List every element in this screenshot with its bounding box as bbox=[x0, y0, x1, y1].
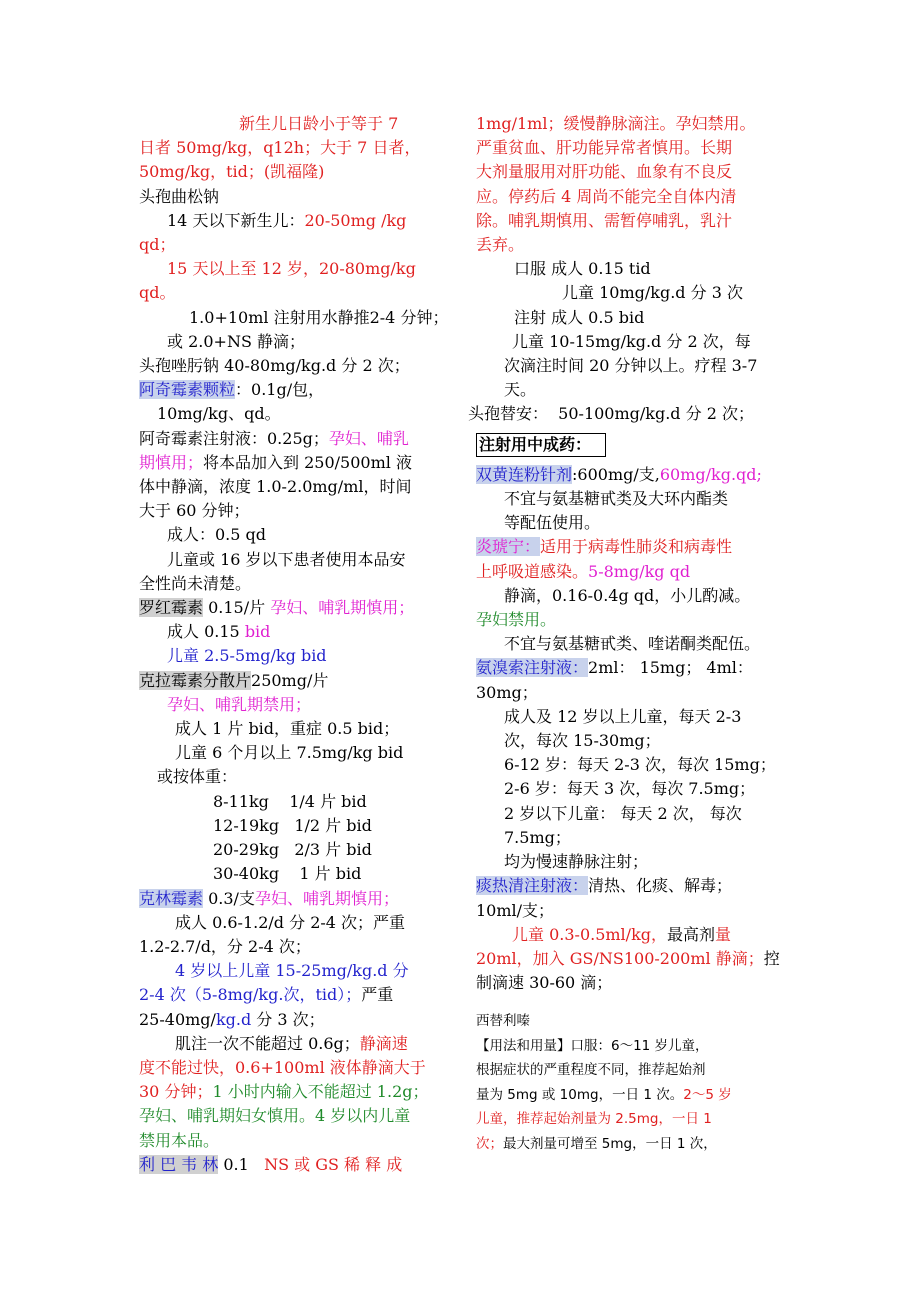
text-segment: ：0.1g/包， bbox=[235, 380, 325, 400]
text-segment: 5-8mg/kg qd bbox=[588, 561, 691, 581]
text-segment: 严重 bbox=[361, 985, 394, 1005]
right-line bbox=[476, 874, 788, 898]
text-segment: 0.15/片 bbox=[203, 598, 271, 618]
text-segment: 成人及 12 岁以上儿童，每天 2-3 bbox=[504, 706, 742, 726]
left-line bbox=[139, 596, 449, 620]
left-line bbox=[139, 911, 449, 935]
text-segment: 20ml，加入 GS/NS100-200ml 静滴； bbox=[476, 948, 764, 968]
left-line bbox=[139, 717, 449, 741]
text-segment: 口服 成人 0.15 tid bbox=[514, 259, 651, 279]
right-line bbox=[476, 705, 788, 729]
left-line bbox=[139, 741, 449, 765]
left-line bbox=[139, 281, 449, 305]
right-line bbox=[476, 330, 788, 354]
right-line bbox=[476, 1009, 788, 1034]
text-segment: 2-4 次（5-8mg/kg.次，tid）； bbox=[139, 985, 362, 1005]
left-line bbox=[139, 136, 449, 160]
left-line bbox=[139, 427, 449, 451]
left-line bbox=[139, 814, 449, 838]
left-line bbox=[139, 475, 449, 499]
left-line bbox=[139, 499, 449, 523]
text-segment: 儿童 10-15mg/kg.d 分 2 次，每 bbox=[512, 331, 751, 351]
text-segment: 阿奇霉素注射液：0.25g； bbox=[139, 428, 329, 448]
left-line bbox=[139, 1032, 449, 1056]
text-segment: 10ml/支； bbox=[476, 900, 555, 920]
right-line bbox=[476, 971, 788, 995]
left-line bbox=[139, 1129, 449, 1153]
text-segment: 头孢替安： 50-100mg/kg.d 分 2 次； bbox=[468, 404, 754, 424]
text-segment: 全性尚未清楚。 bbox=[139, 573, 252, 593]
right-line bbox=[476, 511, 788, 535]
left-line bbox=[139, 669, 449, 693]
left-line bbox=[139, 306, 449, 330]
text-segment: 注射 成人 0.5 bid bbox=[514, 307, 645, 327]
left-column bbox=[139, 112, 449, 1177]
right-line bbox=[476, 487, 788, 511]
text-segment: 严重贫血、肝功能异常者慎用。长期 bbox=[476, 138, 733, 158]
left-line bbox=[139, 1153, 449, 1177]
text-segment: 2ml： 15mg； 4ml： bbox=[588, 658, 753, 678]
text-segment: qd。 bbox=[139, 283, 176, 303]
text-segment: 大剂量服用对肝功能、血象有不良反 bbox=[476, 162, 733, 182]
left-line bbox=[139, 693, 449, 717]
text-segment: 克拉霉素分散片 bbox=[139, 670, 252, 690]
text-segment: 0.1 bbox=[218, 1154, 265, 1174]
text-segment: 量 bbox=[715, 924, 732, 944]
right-column bbox=[468, 112, 788, 1156]
text-segment: 50mg/kg，tid；(凯福隆) bbox=[139, 162, 325, 182]
text-segment: 成人 0.15 bbox=[167, 622, 245, 642]
right-line bbox=[476, 1034, 788, 1059]
text-segment: 250mg/片 bbox=[251, 670, 329, 690]
right-line bbox=[476, 1083, 788, 1108]
right-line bbox=[476, 802, 788, 826]
right-line bbox=[476, 209, 788, 233]
right-line bbox=[476, 1058, 788, 1083]
text-segment: 1.2-2.7/d，分 2-4 次； bbox=[139, 936, 311, 956]
right-line bbox=[476, 729, 788, 753]
left-line bbox=[139, 838, 449, 862]
left-line bbox=[139, 983, 449, 1007]
right-line bbox=[476, 584, 788, 608]
text-segment: 最高剂 bbox=[667, 924, 716, 944]
right-line bbox=[476, 378, 788, 402]
text-segment: 【用法和用量】口服：6～11 岁儿童， bbox=[476, 1037, 709, 1054]
right-line bbox=[476, 1132, 788, 1157]
text-segment: 炎琥宁： bbox=[476, 537, 541, 557]
text-segment: 肌注一次不能超过 0.6g； bbox=[175, 1033, 360, 1053]
text-segment: 不宜与氨基糖甙类、喹诺酮类配伍。 bbox=[504, 634, 761, 654]
text-segment: 14 天以下新生儿： bbox=[167, 210, 305, 230]
left-line bbox=[139, 765, 449, 789]
text-segment: 适用于病毒性肺炎和病毒性 bbox=[540, 537, 733, 557]
text-segment: 分 3 次； bbox=[251, 1009, 325, 1029]
text-segment: 体中静滴，浓度 1.0-2.0mg/ml，时间 bbox=[139, 477, 412, 497]
right-line bbox=[476, 899, 788, 923]
left-line bbox=[139, 620, 449, 644]
text-segment: 成人 0.6-1.2/d 分 2-4 次；严重 bbox=[175, 912, 406, 932]
right-line bbox=[476, 753, 788, 777]
text-segment: 儿童 10mg/kg.d 分 3 次 bbox=[562, 283, 743, 303]
left-line bbox=[139, 451, 449, 475]
left-line bbox=[139, 644, 449, 668]
text-segment: 30mg； bbox=[476, 682, 538, 702]
text-segment: 60mg/kg.qd; bbox=[659, 464, 762, 484]
text-segment: 大于 60 分钟； bbox=[139, 501, 250, 521]
text-segment: 静滴速 bbox=[359, 1033, 408, 1053]
left-line bbox=[139, 209, 449, 233]
text-segment: 12-19kg 1/2 片 bid bbox=[213, 815, 372, 835]
text-segment: 孕妇、哺乳期禁用； bbox=[167, 694, 312, 714]
text-segment: 6-12 岁：每天 2-3 次，每次 15mg； bbox=[504, 755, 776, 775]
text-segment: 静滴，0.16-0.4g qd，小儿酌减。 bbox=[504, 585, 751, 605]
right-line bbox=[476, 112, 788, 136]
left-line bbox=[139, 548, 449, 572]
text-segment: 儿童，推荐起始剂量为 2.5mg，一日 1 bbox=[476, 1111, 712, 1128]
left-line bbox=[139, 572, 449, 596]
right-line bbox=[476, 185, 788, 209]
right-line bbox=[476, 136, 788, 160]
text-segment: 2-6 岁：每天 3 次，每次 7.5mg； bbox=[504, 779, 756, 799]
left-line bbox=[139, 959, 449, 983]
right-line bbox=[476, 354, 788, 378]
text-segment: 天。 bbox=[504, 380, 537, 400]
section-heading: 注射用中成药： bbox=[476, 433, 606, 457]
text-segment: 2～5 岁 bbox=[683, 1086, 732, 1103]
right-line bbox=[476, 463, 788, 487]
text-segment: 4 岁以上儿童 15-25mg/kg.d 分 bbox=[175, 961, 409, 981]
text-segment: 氨溴索注射液： bbox=[476, 658, 589, 678]
text-segment: 制滴速 30-60 滴； bbox=[476, 973, 613, 993]
text-segment: 10mg/kg、qd。 bbox=[157, 404, 281, 424]
text-segment: 除。哺乳期慎用、需暂停哺乳，乳汁 bbox=[476, 210, 733, 230]
text-segment: 禁用本品。 bbox=[139, 1130, 220, 1150]
left-line bbox=[139, 1104, 449, 1128]
text-segment: 儿童 0.3-0.5ml/kg， bbox=[512, 924, 668, 944]
text-segment: 孕妇、哺乳期慎用； bbox=[270, 598, 415, 618]
right-line bbox=[476, 632, 788, 656]
text-segment: 上呼吸道感染。 bbox=[476, 561, 589, 581]
text-segment: 孕妇禁用。 bbox=[476, 610, 557, 630]
text-segment: 15 天以上至 12 岁，20-80mg/kg bbox=[167, 259, 416, 279]
text-segment: 阿奇霉素颗粒 bbox=[139, 380, 236, 400]
left-line bbox=[139, 112, 449, 136]
left-line bbox=[139, 330, 449, 354]
text-segment: 儿童 6 个月以上 7.5mg/kg bid bbox=[175, 743, 404, 763]
text-segment: 1.0+10ml 注射用水静推2-4 分钟； bbox=[189, 307, 449, 327]
right-line bbox=[476, 281, 788, 305]
left-line bbox=[139, 378, 449, 402]
left-line bbox=[139, 790, 449, 814]
left-line bbox=[139, 1008, 449, 1032]
right-line bbox=[476, 995, 788, 1009]
right-line bbox=[476, 656, 788, 680]
text-segment: 30 分钟； bbox=[139, 1082, 213, 1102]
text-segment: 头孢唑肟钠 40-80mg/kg.d 分 2 次； bbox=[139, 356, 410, 376]
text-segment: 罗红霉素 bbox=[139, 598, 204, 618]
text-segment: bid bbox=[244, 622, 271, 642]
right-line bbox=[476, 923, 788, 947]
left-line bbox=[139, 160, 449, 184]
left-line bbox=[139, 1080, 449, 1104]
right-line bbox=[468, 402, 788, 426]
text-segment: 控 bbox=[763, 948, 780, 968]
text-segment: 清热、化痰、解毒； bbox=[588, 876, 733, 896]
text-segment: 20-50mg /kg bbox=[304, 210, 407, 230]
left-line bbox=[139, 354, 449, 378]
text-segment: 不宜与氨基糖甙类及大环内酯类 bbox=[504, 489, 729, 509]
text-segment: kg.d bbox=[215, 1009, 252, 1029]
left-line bbox=[139, 887, 449, 911]
right-line bbox=[476, 233, 788, 257]
right-line bbox=[476, 947, 788, 971]
text-segment: 将本品加入到 250/500ml 液 bbox=[203, 452, 412, 472]
left-line bbox=[139, 1056, 449, 1080]
text-segment: NS 或 GS 稀 释 成 bbox=[264, 1154, 403, 1174]
left-line bbox=[139, 402, 449, 426]
text-segment: 日者 50mg/kg，q12h；大于 7 日者， bbox=[139, 138, 421, 158]
text-segment: 新生儿日龄小于等于 7 bbox=[239, 114, 399, 133]
text-segment: 儿童 2.5-5mg/kg bid bbox=[167, 646, 327, 666]
right-line bbox=[476, 433, 788, 457]
left-line bbox=[139, 233, 449, 257]
left-line bbox=[139, 523, 449, 547]
right-line bbox=[476, 777, 788, 801]
text-segment: 孕妇、哺乳期妇女慎用。4 岁以内儿童 bbox=[139, 1106, 411, 1126]
text-segment: 西替利嗪 bbox=[476, 1013, 530, 1030]
right-line bbox=[476, 826, 788, 850]
text-segment: 痰热清注射液： bbox=[476, 876, 589, 896]
left-line bbox=[139, 257, 449, 281]
right-line bbox=[476, 560, 788, 584]
text-segment: 最大剂量可增至 5mg，一日 1 次， bbox=[503, 1135, 717, 1152]
text-segment: 期慎用； bbox=[139, 452, 204, 472]
text-segment: 孕妇、哺乳 bbox=[328, 428, 409, 448]
text-segment: 头孢曲松钠 bbox=[139, 186, 220, 206]
text-segment: 克林霉素 bbox=[139, 888, 204, 908]
text-segment: 次滴注时间 20 分钟以上。疗程 3-7 bbox=[504, 356, 758, 376]
right-line bbox=[476, 681, 788, 705]
text-segment: qd； bbox=[139, 235, 176, 255]
text-segment: 量为 5mg 或 10mg，一日 1 次。 bbox=[476, 1086, 684, 1103]
text-segment: 均为慢速静脉注射； bbox=[504, 852, 649, 872]
left-line bbox=[139, 935, 449, 959]
text-segment: 1 小时内输入不能超过 1.2g； bbox=[212, 1082, 429, 1102]
text-segment: 利 巴 韦 林 bbox=[139, 1154, 219, 1174]
text-segment: 20-29kg 2/3 片 bid bbox=[213, 840, 372, 860]
right-line bbox=[476, 535, 788, 559]
text-segment: 等配伍使用。 bbox=[504, 513, 601, 533]
text-segment: :600mg/支, bbox=[572, 464, 660, 484]
text-segment: 次，每次 15-30mg； bbox=[504, 731, 661, 751]
text-segment: 次； bbox=[476, 1135, 503, 1152]
text-segment: 或 2.0+NS 静滴； bbox=[167, 331, 305, 351]
text-segment: 25-40mg/ bbox=[139, 1009, 216, 1029]
text-segment: 丢弃。 bbox=[476, 235, 525, 255]
text-segment: 7.5mg； bbox=[504, 827, 571, 847]
text-segment: 孕妇、哺乳期慎用； bbox=[254, 888, 399, 908]
text-segment: 2 岁以下儿童： 每天 2 次， 每次 bbox=[504, 803, 742, 823]
left-line bbox=[139, 185, 449, 209]
right-line bbox=[476, 608, 788, 632]
text-segment: 或按体重： bbox=[157, 767, 238, 787]
text-segment: 根据症状的严重程度不同，推荐起始剂 bbox=[476, 1062, 706, 1079]
right-line bbox=[476, 306, 788, 330]
text-segment: 8-11kg 1/4 片 bid bbox=[213, 791, 367, 811]
left-line bbox=[139, 862, 449, 886]
right-line bbox=[476, 1107, 788, 1132]
text-segment: 成人：0.5 qd bbox=[167, 525, 267, 545]
text-segment: 30-40kg 1 片 bid bbox=[213, 864, 362, 884]
right-line bbox=[476, 850, 788, 874]
text-segment: 应。停药后 4 周尚不能完全自体内清 bbox=[476, 186, 737, 206]
text-segment: 1mg/1ml；缓慢静脉滴注。孕妇禁用。 bbox=[476, 114, 756, 133]
text-segment: 度不能过快，0.6+100ml 液体静滴大于 bbox=[139, 1057, 426, 1077]
right-line bbox=[476, 257, 788, 281]
right-line bbox=[476, 160, 788, 184]
text-segment: 儿童或 16 岁以下患者使用本品安 bbox=[167, 549, 406, 569]
text-segment: 双黄连粉针剂 bbox=[476, 464, 573, 484]
text-segment: 0.3/支 bbox=[203, 888, 255, 908]
text-segment: 成人 1 片 bid，重症 0.5 bid； bbox=[175, 719, 400, 739]
